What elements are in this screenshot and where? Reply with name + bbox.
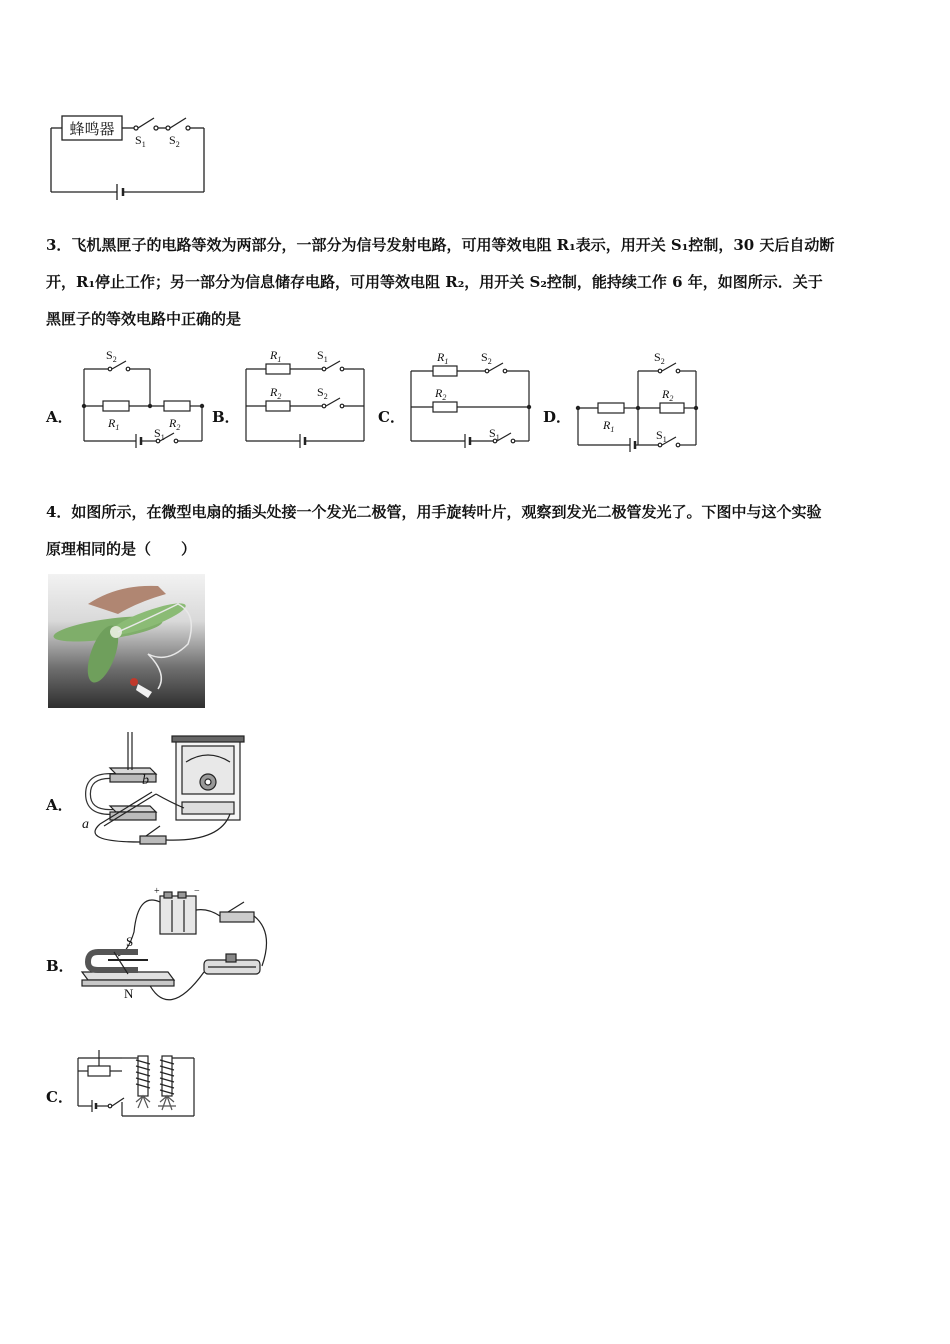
q4-figure-b[interactable] [78, 882, 278, 1017]
svg-text:S1: $S_1$ [489, 426, 500, 442]
q3-option-b-label[interactable]: B． [212, 408, 240, 426]
svg-text:R2: $R_2$ [662, 387, 674, 403]
q3-circuit-d[interactable] [572, 345, 707, 455]
q4-option-c-label[interactable]: C． [46, 1088, 73, 1106]
q3-option-c-label[interactable]: C． [378, 408, 405, 426]
q3-circuit-c[interactable] [405, 345, 535, 455]
svg-text:S2: $S_2$ [106, 348, 117, 364]
q3-line1: 3．飞机黑匣子的电路等效为两部分，一部分为信号发射电路，可用等效电阻 R₁表示，用开关 S₁控制，30 天后自动断 [46, 236, 835, 254]
svg-text:R1: $R_1$ [270, 348, 282, 364]
q3-circuit-b[interactable] [240, 345, 370, 455]
q3-option-a-label[interactable]: A． [46, 408, 73, 426]
q4-figure-c[interactable] [72, 1046, 202, 1122]
q4-option-a-label[interactable]: A． [46, 796, 73, 814]
svg-text:R1: $R_1$ [603, 418, 615, 434]
svg-text:S2: $S_2$ [169, 133, 180, 149]
buzzer-label: 蜂鸣器 [69, 122, 115, 138]
svg-text:S1: $S_1$ [656, 428, 667, 444]
svg-text:S1: $S_1$ [154, 426, 165, 442]
svg-text:R2: $R_2$ [169, 416, 181, 432]
magnet-north-label: N [124, 986, 134, 1001]
fan-led-photo [48, 574, 205, 708]
q4-line1: 4．如图所示，在微型电扇的插头处接一个发光二极管，用手旋转叶片，观察到发光二极管发光了。下图中与这个实验 [46, 503, 822, 521]
svg-text:R2: $R_2$ [435, 386, 447, 402]
led-icon [130, 678, 138, 686]
svg-text:−: − [194, 886, 200, 897]
conductor-end-a: a [82, 817, 89, 832]
q4-option-b-label[interactable]: B． [46, 957, 74, 975]
svg-text:R2: $R_2$ [270, 385, 282, 401]
magnet-south-label: S [126, 934, 134, 949]
q4-line2: 原理相同的是（ ） [46, 540, 197, 558]
conductor-end-b: b [142, 773, 149, 788]
q3-line3: 黑匣子的等效电路中正确的是 [46, 310, 242, 328]
q3-option-d-label[interactable]: D． [543, 408, 572, 426]
q3-line2: 开，R₁停止工作；另一部分为信息储存电路，可用等效电阻 R₂，用开关 S₂控制，能持续工作 6 年，如图所示．关于 [46, 273, 823, 291]
svg-text:S2: $S_2$ [654, 350, 665, 366]
q3-circuit-a[interactable] [78, 345, 208, 455]
svg-text:R1: $R_1$ [437, 350, 449, 366]
buzzer-circuit [44, 108, 214, 203]
svg-text:S2: $S_2$ [481, 350, 492, 366]
q4-figure-a[interactable] [80, 732, 250, 857]
svg-text:+: + [154, 886, 160, 897]
svg-text:S2: $S_2$ [317, 385, 328, 401]
svg-text:S1: $S_1$ [135, 133, 146, 149]
svg-text:S1: $S_1$ [317, 348, 328, 364]
svg-text:R1: $R_1$ [108, 416, 120, 432]
